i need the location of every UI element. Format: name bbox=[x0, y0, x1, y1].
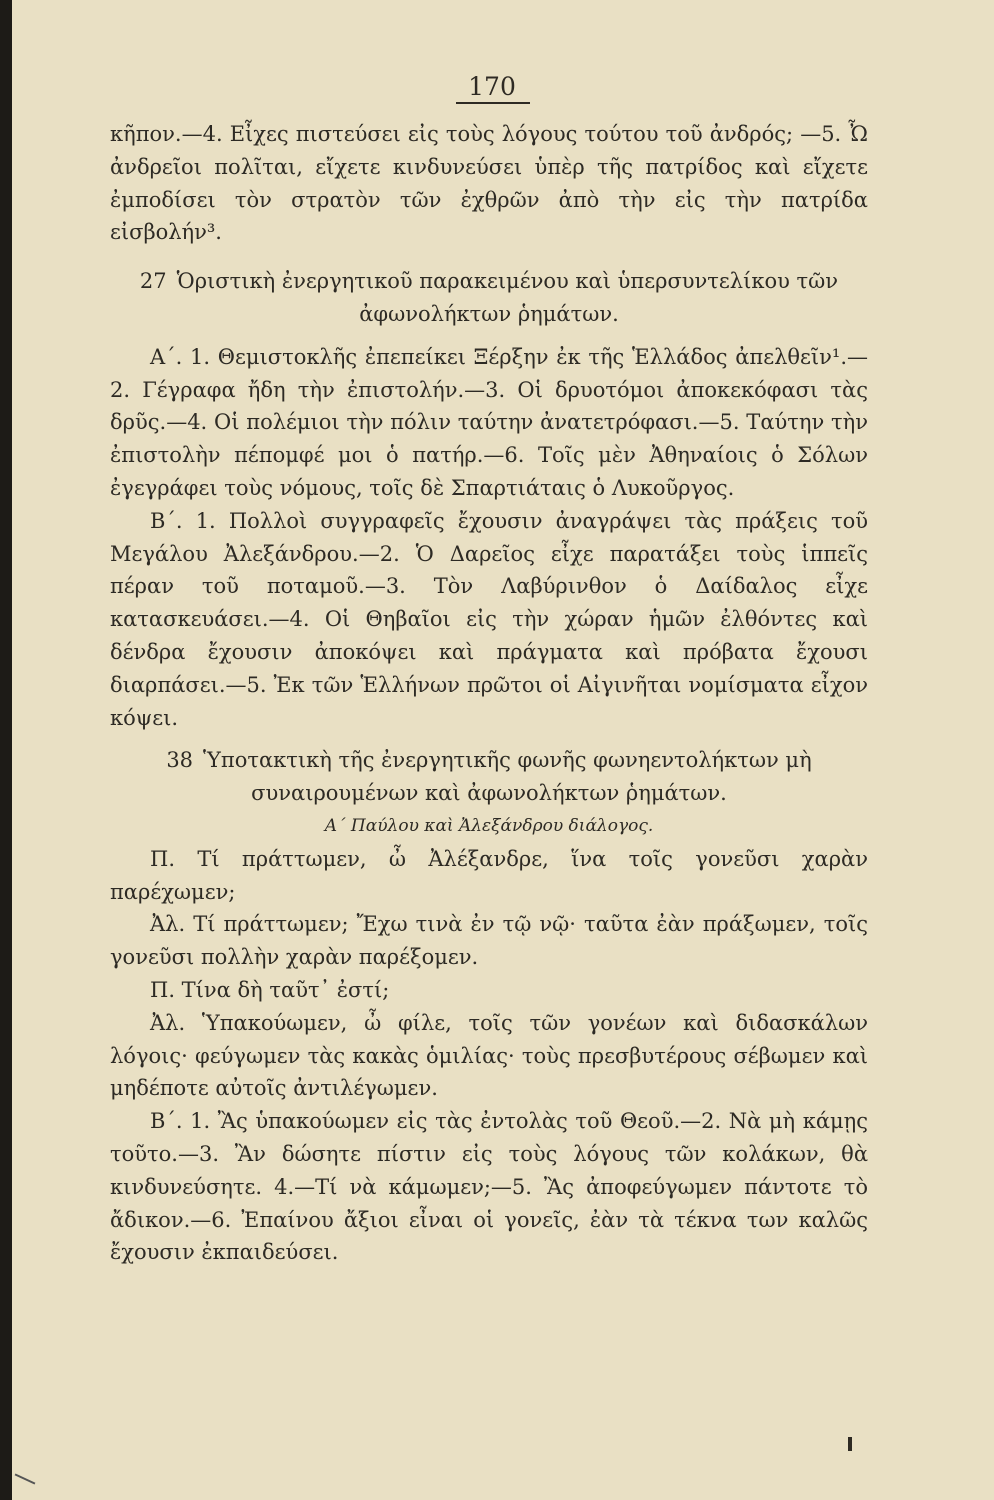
page-number-rule bbox=[456, 102, 530, 104]
section-27-heading bbox=[110, 265, 868, 298]
page-number: 170 bbox=[468, 72, 516, 101]
section-38-title-line1: Ὑποτακτικὴ τῆς ἐνεργητικῆς φωνῆς φωνηεντολήκτων μὴ bbox=[203, 748, 812, 773]
section-27-paragraph-a: Α΄. 1. Θεμιστοκλῆς ἐπεπείκει Ξέρξην ἐκ τῆς Ἑλλάδος ἀπελθεῖν¹.—2. Γέγραφα ἤδη τὴν ἐπιστολήν.—3. Οἱ δρυοτόμοι ἀποκεκόφασι τὰς δρῦς.—4. Οἱ πολέμιοι τὴν πόλιν ταύτην ἀνατετρόφασι.—5. Ταύτην τὴν ἐπιστολὴν πέπομφέ μοι ὁ πατήρ.—6. Τοῖς μὲν Ἀθηναίοις ὁ Σόλων ἐγεγράφει τοὺς νόμους, τοῖς δὲ Σπαρτιάταις ὁ Λυκοῦργος. bbox=[110, 344, 868, 500]
book-page bbox=[12, 0, 994, 1500]
section-27-title-line2: ἀφωνολήκτων ῥημάτων. bbox=[359, 301, 619, 326]
intro-paragraph: κῆπον.—4. Εἶχες πιστεύσει εἰς τοὺς λόγους τούτου τοῦ ἀνδρός; —5. Ὦ ἀνδρεῖοι πολῖται, εἴχετε κινδυνεύσει ὑπὲρ τῆς πατρίδος καὶ εἴχετε ἐμποδίσει τὸν στρατὸν τῶν ἐχθρῶν ἀπὸ τὴν εἰς τὴν πατρίδα εἰσβολήν³. bbox=[110, 122, 868, 245]
section-38-number: 38 bbox=[166, 748, 194, 773]
dialogue-line: Ἀλ. Ὑπακούωμεν, ὦ φίλε, τοῖς τῶν γονέων καὶ διδασκάλων λόγοις· φεύγωμεν τὰς κακὰς ὁμιλίας· τοὺς πρεσβυτέρους σέβωμεν καὶ μηδέποτε αὐτοῖς ἀντιλέγωμεν. bbox=[110, 1010, 868, 1101]
dialogue-line: Ἀλ. Τί πράττωμεν; Ἔχω τινὰ ἐν τῷ νῷ· ταῦτα ἐὰν πράξωμεν, τοῖς γονεῦσι πολλὴν χαρὰν παρέξομεν. bbox=[110, 912, 868, 970]
section-27-number: 27 bbox=[139, 269, 167, 294]
dialogue-line: Π. Τί πράττωμεν, ὦ Ἀλέξανδρε, ἵνα τοῖς γονεῦσι χαρὰν παρέχωμεν; bbox=[110, 846, 868, 904]
section-38-heading bbox=[110, 744, 868, 777]
section-38-title-line2: συναιρουμένων καὶ ἀφωνολήκτων ῥημάτων. bbox=[251, 781, 727, 806]
section-27-paragraph-b: Β΄. 1. Πολλοὶ συγγραφεῖς ἔχουσιν ἀναγράψει τὰς πράξεις τοῦ Μεγάλου Ἀλεξάνδρου.—2. Ὁ Δαρεῖος εἶχε παρατάξει τοὺς ἱππεῖς πέραν τοῦ ποταμοῦ.—3. Τὸν Λαβύρινθον ὁ Δαίδαλος εἶχε κατασκευάσει.—4. Οἱ Θηβαῖοι εἰς τὴν χώραν ἡμῶν ἐλθόντες καὶ δένδρα ἔχουσιν ἀποκόψει καὶ πράγματα καὶ πρόβατα ἔχουσι διαρπάσει.—5. Ἐκ τῶν Ἑλλήνων πρῶτοι οἱ Αἰγινῆται νομίσματα εἶχον κόψει. bbox=[110, 508, 868, 730]
dialogue-line: Π. Τίνα δὴ ταῦτ᾽ ἐστί; bbox=[150, 977, 390, 1002]
page-body bbox=[110, 118, 868, 1269]
section-38-paragraph-b: Β΄. 1. Ἂς ὑπακούωμεν εἰς τὰς ἐντολὰς τοῦ Θεοῦ.—2. Νὰ μὴ κάμῃς τοῦτο.—3. Ἂν δώσητε πίστιν εἰς τοὺς λόγους τῶν κολάκων, θὰ κινδυνεύσητε. 4.—Τί νὰ κάμωμεν;—5. Ἂς ἀποφεύγωμεν πάντοτε τὸ ἄδικον.—6. Ἐπαίνου ἄξιοι εἶναι οἱ γονεῖς, ἐὰν τὰ τέκνα των καλῶς ἔχουσιν ἐκπαιδεύσει. bbox=[110, 1109, 868, 1265]
dialogue-subtitle: Α΄ Παύλου καὶ Ἀλεξάνδρου διάλογος. bbox=[324, 815, 654, 836]
ink-mark bbox=[848, 1437, 852, 1451]
section-27-title-line1: Ὁριστικὴ ἐνεργητικοῦ παρακειμένου καὶ ὑπερσυντελίκου τῶν bbox=[176, 269, 839, 294]
